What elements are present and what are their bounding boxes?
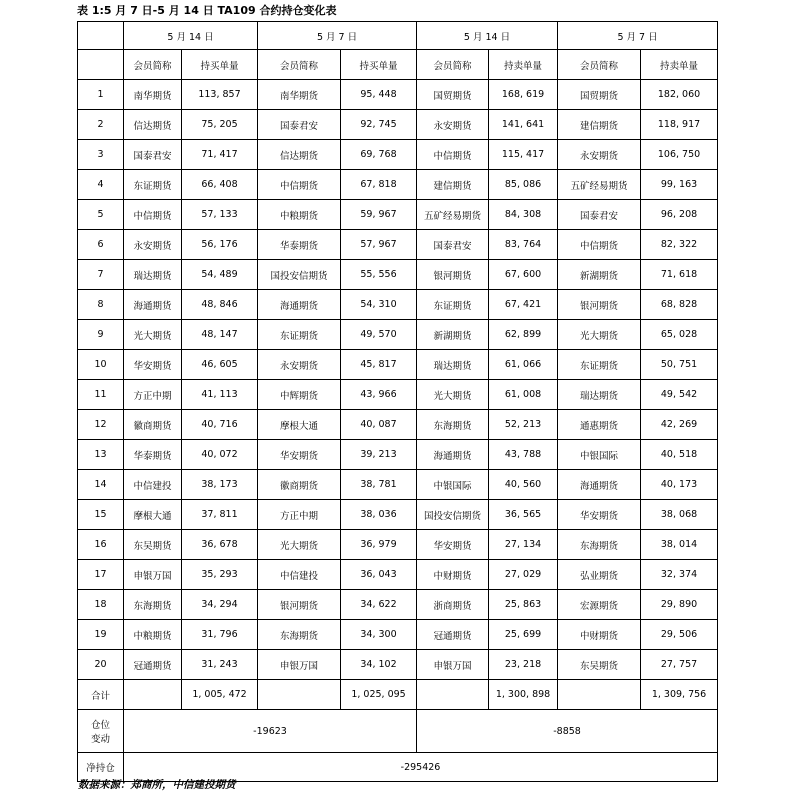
member-name-buy-may14: 南华期货 (124, 80, 182, 110)
rank-cell: 5 (78, 200, 124, 230)
sell-volume-may7: 42, 269 (641, 410, 718, 440)
member-name-sell-may7: 五矿经易期货 (558, 170, 641, 200)
sell-volume-may7: 40, 173 (641, 470, 718, 500)
member-name-sell-may7: 东吴期货 (558, 650, 641, 680)
sell-volume-may14: 62, 899 (489, 320, 558, 350)
member-header: 会员简称 (558, 50, 641, 80)
member-name-buy-may7: 信达期货 (258, 140, 341, 170)
table-row (78, 260, 718, 290)
sell-volume-may14: 36, 565 (489, 500, 558, 530)
table-title: 表 1:5 月 7 日-5 月 14 日 TA109 合约持仓变化表 (77, 4, 337, 17)
member-name-buy-may14: 瑞达期货 (124, 260, 182, 290)
buy-volume-may7: 54, 310 (341, 290, 417, 320)
sell-volume-may14: 40, 560 (489, 470, 558, 500)
member-name-buy-may14: 徽商期货 (124, 410, 182, 440)
rank-cell: 19 (78, 620, 124, 650)
buy-volume-may14: 48, 846 (182, 290, 258, 320)
member-name-sell-may14: 中信期货 (417, 140, 489, 170)
table-row (78, 500, 718, 530)
buy-volume-header: 持买单量 (182, 50, 258, 80)
rank-cell: 9 (78, 320, 124, 350)
member-name-sell-may7: 中信期货 (558, 230, 641, 260)
member-name-sell-may7: 中银国际 (558, 440, 641, 470)
buy-volume-may7: 69, 768 (341, 140, 417, 170)
sell-volume-may7: 49, 542 (641, 380, 718, 410)
buy-volume-may14: 75, 205 (182, 110, 258, 140)
buy-volume-may14: 40, 716 (182, 410, 258, 440)
buy-volume-may7: 45, 817 (341, 350, 417, 380)
position-change-label-line2: 变动 (90, 734, 110, 745)
member-name-sell-may14: 建信期货 (417, 170, 489, 200)
member-name-buy-may14: 华泰期货 (124, 440, 182, 470)
member-name-sell-may14: 银河期货 (417, 260, 489, 290)
member-name-buy-may14: 国泰君安 (124, 140, 182, 170)
sell-volume-may7: 40, 518 (641, 440, 718, 470)
total-blank-cell (258, 680, 341, 710)
sell-volume-may7: 29, 506 (641, 620, 718, 650)
total-blank-cell (417, 680, 489, 710)
member-name-buy-may7: 中粮期货 (258, 200, 341, 230)
table-row (78, 110, 718, 140)
member-name-sell-may14: 国泰君安 (417, 230, 489, 260)
buy-volume-may7: 95, 448 (341, 80, 417, 110)
member-name-sell-may7: 海通期货 (558, 470, 641, 500)
header-row-dates (78, 22, 718, 50)
member-name-buy-may14: 海通期货 (124, 290, 182, 320)
buy-volume-header: 持买单量 (341, 50, 417, 80)
group-header-buy-may14: 5 月 14 日 (124, 22, 258, 50)
buy-position-change: -19623 (124, 710, 417, 753)
member-name-sell-may14: 东证期货 (417, 290, 489, 320)
member-name-sell-may14: 光大期货 (417, 380, 489, 410)
sell-volume-may14: 84, 308 (489, 200, 558, 230)
net-position-label: 净持仓 (78, 753, 124, 782)
buy-volume-may7: 34, 300 (341, 620, 417, 650)
member-name-sell-may7: 新湖期货 (558, 260, 641, 290)
sell-volume-may7: 65, 028 (641, 320, 718, 350)
table-row (78, 200, 718, 230)
sell-volume-may14: 141, 641 (489, 110, 558, 140)
table-row (78, 320, 718, 350)
member-name-sell-may7: 东海期货 (558, 530, 641, 560)
sell-volume-may14: 23, 218 (489, 650, 558, 680)
table-row (78, 290, 718, 320)
total-row (78, 680, 718, 710)
table-row (78, 380, 718, 410)
sell-volume-may7: 99, 163 (641, 170, 718, 200)
sell-volume-header: 持卖单量 (641, 50, 718, 80)
table-row (78, 410, 718, 440)
sell-volume-may14: 61, 008 (489, 380, 558, 410)
table-row (78, 140, 718, 170)
position-change-table (77, 21, 718, 782)
total-buy-may14: 1, 005, 472 (182, 680, 258, 710)
member-name-sell-may7: 银河期货 (558, 290, 641, 320)
buy-volume-may7: 38, 781 (341, 470, 417, 500)
rank-cell: 20 (78, 650, 124, 680)
buy-volume-may7: 36, 043 (341, 560, 417, 590)
member-header: 会员简称 (124, 50, 182, 80)
sell-volume-may7: 182, 060 (641, 80, 718, 110)
member-name-buy-may7: 申银万国 (258, 650, 341, 680)
position-change-label (78, 710, 124, 753)
table-row (78, 560, 718, 590)
member-name-buy-may14: 冠通期货 (124, 650, 182, 680)
member-name-buy-may7: 海通期货 (258, 290, 341, 320)
rank-header-cell (78, 22, 124, 50)
sell-volume-may14: 67, 600 (489, 260, 558, 290)
buy-volume-may14: 40, 072 (182, 440, 258, 470)
sell-volume-may14: 168, 619 (489, 80, 558, 110)
member-name-sell-may7: 弘业期货 (558, 560, 641, 590)
buy-volume-may14: 113, 857 (182, 80, 258, 110)
member-name-buy-may14: 中粮期货 (124, 620, 182, 650)
member-name-sell-may7: 华安期货 (558, 500, 641, 530)
member-name-buy-may7: 东海期货 (258, 620, 341, 650)
sell-volume-may14: 85, 086 (489, 170, 558, 200)
member-name-sell-may14: 冠通期货 (417, 620, 489, 650)
member-name-buy-may7: 华泰期货 (258, 230, 341, 260)
buy-volume-may7: 59, 967 (341, 200, 417, 230)
member-name-sell-may7: 瑞达期货 (558, 380, 641, 410)
member-name-sell-may14: 华安期货 (417, 530, 489, 560)
header-row-columns (78, 50, 718, 80)
table-row (78, 590, 718, 620)
buy-volume-may7: 49, 570 (341, 320, 417, 350)
buy-volume-may14: 41, 113 (182, 380, 258, 410)
member-name-buy-may14: 申银万国 (124, 560, 182, 590)
rank-cell: 2 (78, 110, 124, 140)
member-name-buy-may14: 中信建投 (124, 470, 182, 500)
buy-volume-may14: 54, 489 (182, 260, 258, 290)
member-name-buy-may7: 国泰君安 (258, 110, 341, 140)
member-name-buy-may14: 华安期货 (124, 350, 182, 380)
data-source-note: 数据来源：郑商所，中信建投期货 (78, 779, 236, 791)
group-header-sell-may7: 5 月 7 日 (558, 22, 718, 50)
member-name-sell-may14: 国投安信期货 (417, 500, 489, 530)
buy-volume-may7: 92, 745 (341, 110, 417, 140)
sell-volume-may7: 118, 917 (641, 110, 718, 140)
table-row (78, 620, 718, 650)
buy-volume-may14: 31, 243 (182, 650, 258, 680)
position-change-row (78, 710, 718, 753)
rank-cell: 14 (78, 470, 124, 500)
member-name-sell-may7: 光大期货 (558, 320, 641, 350)
table-row (78, 80, 718, 110)
member-name-buy-may7: 南华期货 (258, 80, 341, 110)
total-sell-may7: 1, 309, 756 (641, 680, 718, 710)
sell-volume-may14: 67, 421 (489, 290, 558, 320)
member-name-buy-may14: 中信期货 (124, 200, 182, 230)
sell-volume-may14: 43, 788 (489, 440, 558, 470)
member-name-sell-may7: 国贸期货 (558, 80, 641, 110)
member-name-buy-may14: 东海期货 (124, 590, 182, 620)
member-name-buy-may7: 徽商期货 (258, 470, 341, 500)
buy-volume-may7: 57, 967 (341, 230, 417, 260)
rank-cell: 1 (78, 80, 124, 110)
member-name-buy-may7: 摩根大通 (258, 410, 341, 440)
sell-volume-may14: 27, 029 (489, 560, 558, 590)
member-name-sell-may14: 国贸期货 (417, 80, 489, 110)
sell-volume-may7: 71, 618 (641, 260, 718, 290)
member-name-buy-may7: 银河期货 (258, 590, 341, 620)
sell-volume-may7: 96, 208 (641, 200, 718, 230)
sell-volume-may14: 52, 213 (489, 410, 558, 440)
buy-volume-may14: 48, 147 (182, 320, 258, 350)
buy-volume-may7: 36, 979 (341, 530, 417, 560)
rank-cell: 18 (78, 590, 124, 620)
position-change-label-line1: 仓位 (90, 720, 110, 731)
sell-volume-may14: 61, 066 (489, 350, 558, 380)
table-row (78, 230, 718, 260)
buy-volume-may14: 46, 605 (182, 350, 258, 380)
buy-volume-may14: 71, 417 (182, 140, 258, 170)
sell-volume-may14: 25, 699 (489, 620, 558, 650)
rank-cell: 12 (78, 410, 124, 440)
sell-volume-may7: 50, 751 (641, 350, 718, 380)
sell-volume-may14: 27, 134 (489, 530, 558, 560)
sell-volume-may7: 32, 374 (641, 560, 718, 590)
sell-volume-may7: 29, 890 (641, 590, 718, 620)
rank-cell: 6 (78, 230, 124, 260)
buy-volume-may14: 57, 133 (182, 200, 258, 230)
member-name-buy-may7: 方正中期 (258, 500, 341, 530)
member-name-buy-may7: 中辉期货 (258, 380, 341, 410)
member-name-buy-may7: 光大期货 (258, 530, 341, 560)
sell-volume-may14: 25, 863 (489, 590, 558, 620)
member-name-sell-may7: 通惠期货 (558, 410, 641, 440)
member-name-buy-may14: 摩根大通 (124, 500, 182, 530)
buy-volume-may14: 56, 176 (182, 230, 258, 260)
member-name-buy-may7: 中信期货 (258, 170, 341, 200)
member-name-buy-may14: 东吴期货 (124, 530, 182, 560)
member-name-sell-may14: 中财期货 (417, 560, 489, 590)
buy-volume-may14: 34, 294 (182, 590, 258, 620)
total-buy-may7: 1, 025, 095 (341, 680, 417, 710)
member-name-sell-may7: 永安期货 (558, 140, 641, 170)
member-name-sell-may14: 瑞达期货 (417, 350, 489, 380)
total-blank-cell (124, 680, 182, 710)
table-row (78, 170, 718, 200)
group-header-buy-may7: 5 月 7 日 (258, 22, 417, 50)
member-name-sell-may7: 东证期货 (558, 350, 641, 380)
rank-cell: 4 (78, 170, 124, 200)
rank-cell: 13 (78, 440, 124, 470)
rank-cell: 11 (78, 380, 124, 410)
buy-volume-may7: 38, 036 (341, 500, 417, 530)
member-name-sell-may14: 申银万国 (417, 650, 489, 680)
member-name-buy-may14: 永安期货 (124, 230, 182, 260)
rank-cell: 15 (78, 500, 124, 530)
member-name-buy-may14: 方正中期 (124, 380, 182, 410)
buy-volume-may14: 35, 293 (182, 560, 258, 590)
table-row (78, 650, 718, 680)
rank-cell: 10 (78, 350, 124, 380)
sell-volume-may7: 38, 014 (641, 530, 718, 560)
sell-volume-may14: 115, 417 (489, 140, 558, 170)
buy-volume-may14: 37, 811 (182, 500, 258, 530)
buy-volume-may14: 66, 408 (182, 170, 258, 200)
table-row (78, 530, 718, 560)
member-name-buy-may7: 国投安信期货 (258, 260, 341, 290)
buy-volume-may7: 40, 087 (341, 410, 417, 440)
rank-cell: 16 (78, 530, 124, 560)
member-header: 会员简称 (417, 50, 489, 80)
member-name-sell-may14: 中银国际 (417, 470, 489, 500)
member-name-sell-may14: 五矿经易期货 (417, 200, 489, 230)
sell-volume-may7: 38, 068 (641, 500, 718, 530)
buy-volume-may7: 34, 102 (341, 650, 417, 680)
member-name-buy-may14: 信达期货 (124, 110, 182, 140)
buy-volume-may7: 43, 966 (341, 380, 417, 410)
rank-subheader-cell (78, 50, 124, 80)
rank-cell: 3 (78, 140, 124, 170)
sell-volume-may7: 27, 757 (641, 650, 718, 680)
buy-volume-may7: 55, 556 (341, 260, 417, 290)
buy-volume-may14: 36, 678 (182, 530, 258, 560)
group-header-sell-may14: 5 月 14 日 (417, 22, 558, 50)
buy-volume-may14: 31, 796 (182, 620, 258, 650)
buy-volume-may7: 34, 622 (341, 590, 417, 620)
member-name-buy-may7: 华安期货 (258, 440, 341, 470)
sell-volume-may14: 83, 764 (489, 230, 558, 260)
member-name-buy-may7: 东证期货 (258, 320, 341, 350)
total-sell-may14: 1, 300, 898 (489, 680, 558, 710)
sell-position-change: -8858 (417, 710, 718, 753)
buy-volume-may14: 38, 173 (182, 470, 258, 500)
sell-volume-may7: 82, 322 (641, 230, 718, 260)
total-label: 合计 (78, 680, 124, 710)
sell-volume-may7: 106, 750 (641, 140, 718, 170)
member-name-sell-may14: 永安期货 (417, 110, 489, 140)
member-name-sell-may7: 宏源期货 (558, 590, 641, 620)
member-name-sell-may14: 浙商期货 (417, 590, 489, 620)
buy-volume-may7: 67, 818 (341, 170, 417, 200)
member-name-sell-may7: 国泰君安 (558, 200, 641, 230)
sell-volume-header: 持卖单量 (489, 50, 558, 80)
net-position-value: -295426 (124, 753, 718, 782)
rank-cell: 8 (78, 290, 124, 320)
member-name-sell-may7: 建信期货 (558, 110, 641, 140)
member-header: 会员简称 (258, 50, 341, 80)
member-name-sell-may14: 东海期货 (417, 410, 489, 440)
member-name-sell-may7: 中财期货 (558, 620, 641, 650)
table-row (78, 350, 718, 380)
buy-volume-may7: 39, 213 (341, 440, 417, 470)
member-name-buy-may14: 光大期货 (124, 320, 182, 350)
table-row (78, 470, 718, 500)
member-name-buy-may7: 中信建投 (258, 560, 341, 590)
sell-volume-may7: 68, 828 (641, 290, 718, 320)
member-name-sell-may14: 新湖期货 (417, 320, 489, 350)
member-name-buy-may7: 永安期货 (258, 350, 341, 380)
rank-cell: 17 (78, 560, 124, 590)
total-blank-cell (558, 680, 641, 710)
table-row (78, 440, 718, 470)
member-name-sell-may14: 海通期货 (417, 440, 489, 470)
member-name-buy-may14: 东证期货 (124, 170, 182, 200)
rank-cell: 7 (78, 260, 124, 290)
